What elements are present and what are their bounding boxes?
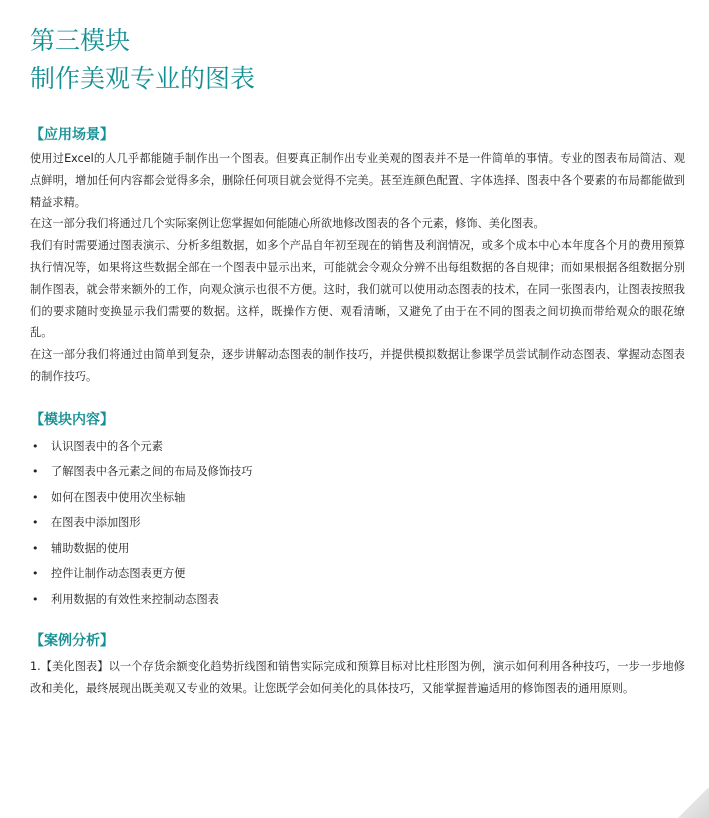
bullet-icon: •: [32, 516, 39, 530]
bullet-icon: •: [32, 567, 39, 581]
scenario-heading: 【应用场景】: [30, 127, 114, 143]
list-item-label: 利用数据的有效性来控制动态图表: [51, 592, 219, 606]
module-title: 第三模块: [30, 26, 131, 55]
scenario-body: [30, 148, 685, 388]
list-item: [30, 510, 685, 536]
list-item-label: 认识图表中的各个元素: [51, 439, 163, 453]
content-heading: 【模块内容】: [30, 411, 114, 428]
bullet-icon: •: [32, 465, 39, 479]
bullet-icon: •: [32, 592, 39, 606]
module-subtitle: 制作美观专业的图表: [30, 64, 256, 93]
list-item: [30, 561, 685, 587]
scenario-paragraph: 在这一部分我们将通过由简单到复杂，逐步讲解动态图表的制作技巧，并提供模拟数据让参课学员尝试制作动态图表、掌握动态图表的制作技巧。: [30, 348, 685, 383]
cases-body: [30, 656, 685, 700]
bullet-icon: •: [32, 541, 39, 555]
list-item-label: 在图表中添加图形: [51, 516, 141, 530]
list-item-label: 了解图表中各元素之间的布局及修饰技巧: [51, 465, 253, 479]
list-item: [30, 587, 685, 613]
bullet-icon: •: [32, 439, 39, 453]
content-list: [30, 434, 685, 613]
scenario-paragraph: 在这一部分我们将通过几个实际案例让您掌握如何能随心所欲地修改图表的各个元素，修饰、美化图表。: [30, 217, 545, 231]
scenario-paragraph: 我们有时需要通过图表演示、分析多组数据，如多个产品自年初至现在的销售及利润情况，或多个成本中心本年度各个月的费用预算执行情况等，如果将这些数据全部在一个图表中显示出来，可能就会令观众分辨不出每组数据的各自规律；而如果根据各组数据分别制作图表，就会带来额外的工作，向观众演示也很不方便。这时，我们就可以使用动态图表的技术，在同一张图表内，让图表按照我们的要求随时变换显示我们需要的数据。这样，既操作方便、观看清晰，又避免了由于在不同的图表之间切换而带给观众的眼花缭乱。: [30, 239, 685, 340]
list-item-label: 如何在图表中使用次坐标轴: [51, 490, 186, 504]
page-curl-decoration: [669, 788, 709, 818]
scenario-paragraph: 使用过Excel的人几乎都能随手制作出一个图表。但要真正制作出专业美观的图表并不是一件简单的事情。专业的图表布局简洁、观点鲜明，增加任何内容都会觉得多余，删除任何项目就会觉得不完美。甚至连颜色配置、字体选择、图表中各个要素的布局都能做到精益求精。: [30, 152, 685, 209]
list-item: [30, 536, 685, 562]
case-paragraph: 1.【美化图表】以一个存货余额变化趋势折线图和销售实际完成和预算目标对比柱形图为例，演示如何利用各种技巧，一步一步地修改和美化，最终展现出既美观又专业的效果。让您既学会如何美化的具体技巧，又能掌握普遍适用的修饰图表的通用原则。: [30, 660, 685, 696]
list-item-label: 控件让制作动态图表更方便: [51, 567, 186, 581]
cases-heading: 【案例分析】: [30, 633, 114, 650]
list-item-label: 辅助数据的使用: [51, 541, 130, 555]
list-item: [30, 485, 685, 511]
list-item: [30, 434, 685, 460]
bullet-icon: •: [32, 490, 39, 504]
list-item: [30, 459, 685, 485]
